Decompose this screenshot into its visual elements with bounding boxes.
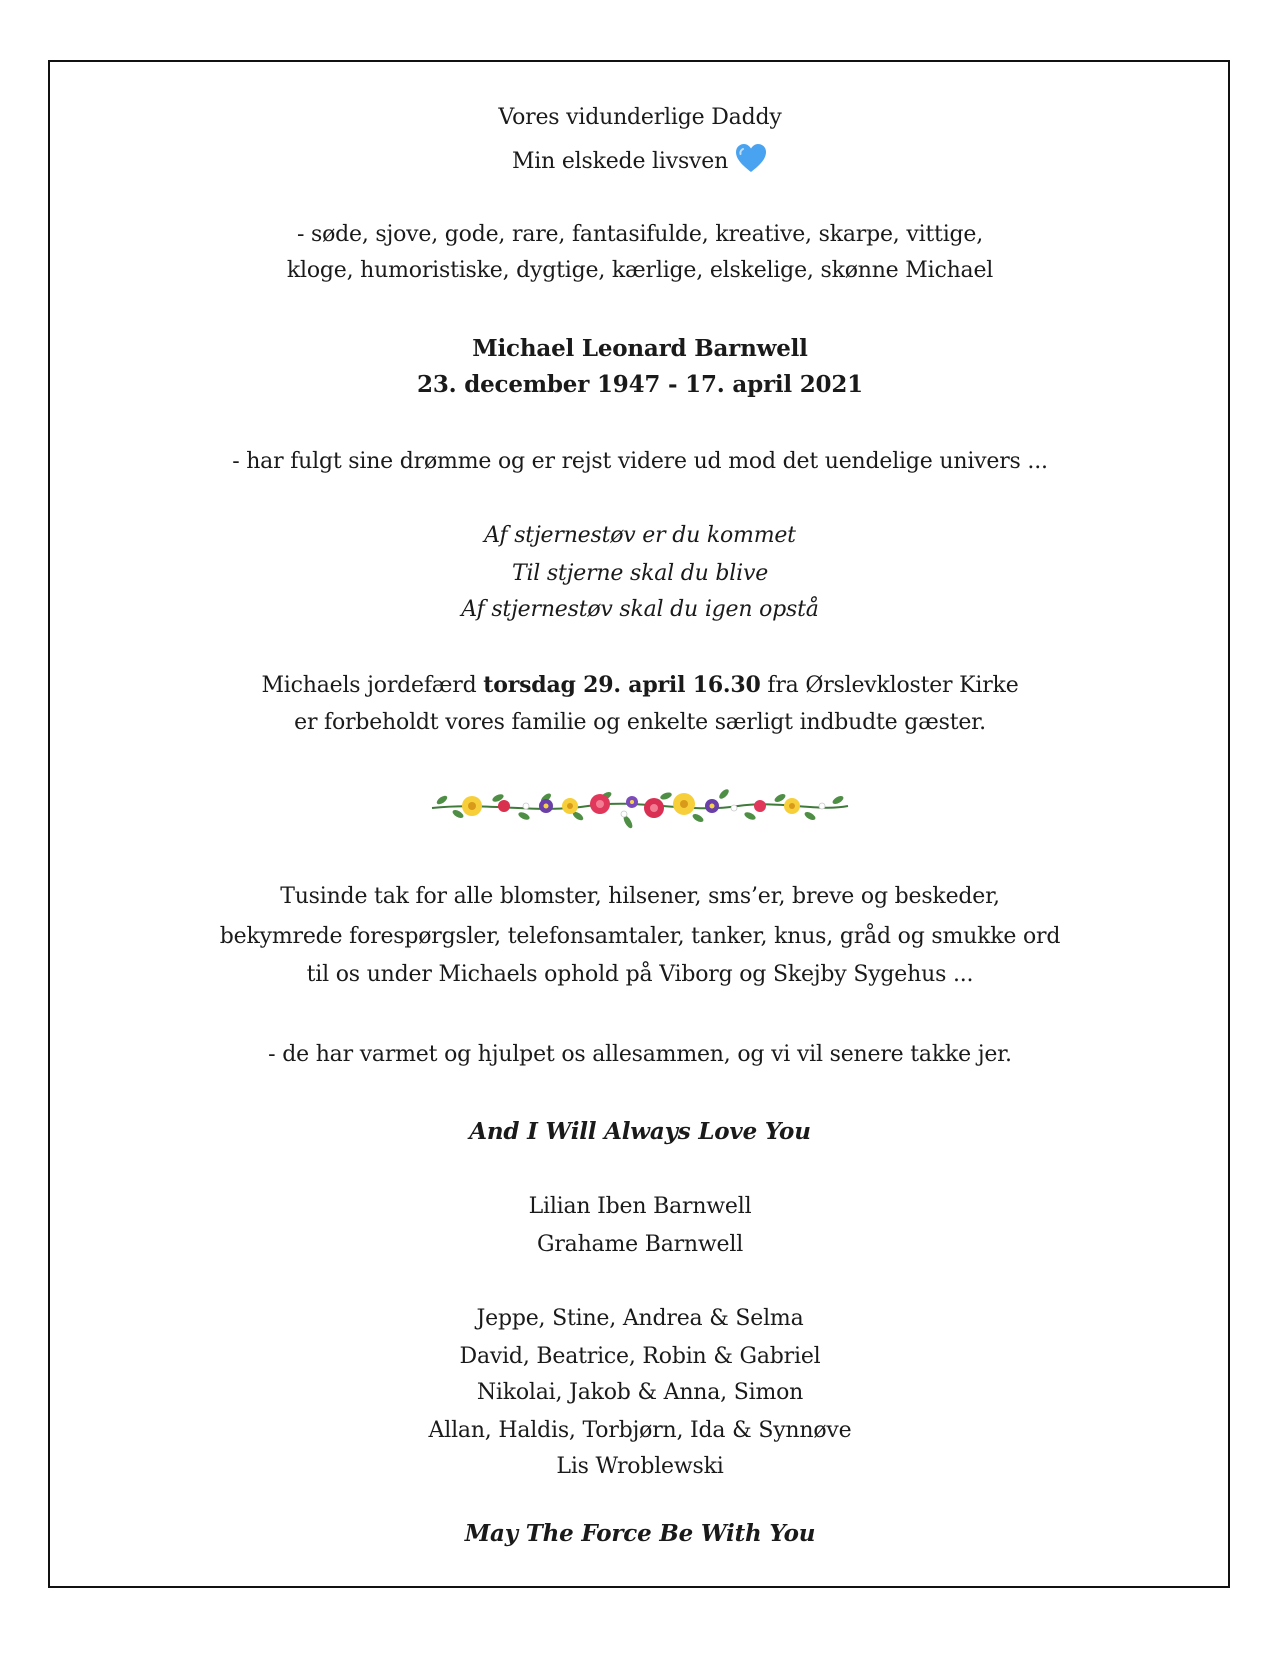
family-other-2: David, Beatrice, Robin & Gabriel (459, 1344, 821, 1369)
thanks-line-1: Tusinde tak for alle blomster, hilsener, sms’er, breve og beskeder, (280, 884, 1000, 909)
deceased-name: Michael Leonard Barnwell (472, 335, 808, 362)
closing-line: May The Force Be With You (464, 1520, 816, 1547)
blue-heart-icon (734, 142, 768, 174)
family-primary-1: Lilian Iben Barnwell (528, 1194, 752, 1219)
intro-line-1: Vores vidunderlige Daddy (498, 105, 782, 130)
family-other-1: Jeppe, Stine, Andrea & Selma (476, 1306, 804, 1331)
family-other-5: Lis Wroblewski (556, 1454, 724, 1479)
life-dates: 23. december 1947 - 17. april 2021 (417, 371, 863, 398)
funeral-prefix: Michaels jordefærd (261, 673, 484, 698)
adjectives-line-2: kloge, humoristiske, dygtige, kærlige, elskelige, skønne Michael (286, 258, 994, 283)
intro-line-2-text: Min elskede livsven (511, 149, 729, 174)
adjectives-line-1: - søde, sjove, gode, rare, fantasifulde, kreative, skarpe, vittige, (296, 222, 984, 247)
thanks-line-4: - de har varmet og hjulpet os allesammen, og vi vil senere takke jer. (268, 1042, 1012, 1067)
poem-line-1: Af stjernestøv er du kommet (484, 523, 796, 548)
song-title: And I Will Always Love You (469, 1118, 811, 1145)
funeral-line-2: er forbeholdt vores familie og enkelte særligt indbudte gæster. (294, 710, 986, 735)
funeral-line-1 (0, 671, 1280, 700)
thanks-line-3: til os under Michaels ophold på Viborg og Skejby Sygehus ... (306, 962, 974, 987)
thanks-line-2: bekymrede forespørgsler, telefonsamtaler, tanker, knus, gråd og smukke ord (219, 924, 1061, 949)
family-other-4: Allan, Haldis, Torbjørn, Ida & Synnøve (428, 1418, 852, 1443)
family-other-3: Nikolai, Jakob & Anna, Simon (476, 1380, 804, 1405)
flower-garland (428, 776, 852, 836)
funeral-time: torsdag 29. april 16.30 (483, 672, 761, 698)
family-primary-2: Grahame Barnwell (536, 1232, 744, 1257)
poem-line-2: Til stjerne skal du blive (511, 561, 769, 586)
intro-line-2 (0, 142, 1280, 176)
dream-line: - har fulgt sine drømme og er rejst videre ud mod det uendelige univers ... (232, 449, 1048, 474)
poem-line-3: Af stjernestøv skal du igen opstå (461, 597, 819, 622)
funeral-suffix: fra Ørslevkloster Kirke (760, 673, 1019, 698)
